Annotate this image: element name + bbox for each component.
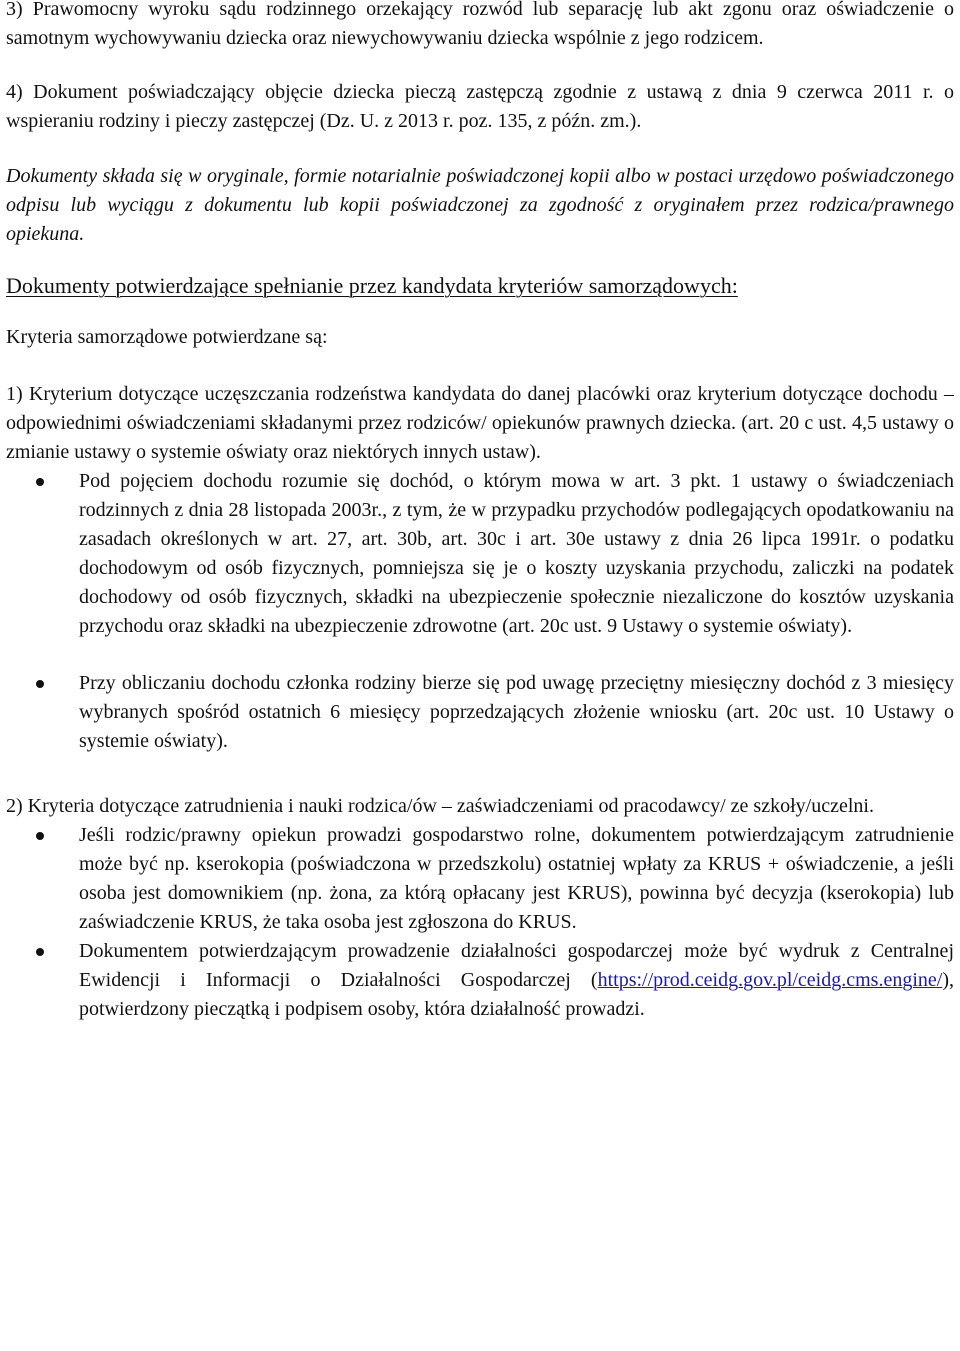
document-page (6, 0, 954, 1024)
bullet-icon (36, 478, 44, 486)
list-item (6, 669, 954, 756)
list-item-text-after-link: ), potwierdzony pieczątką i podpisem osoby, która działalność prowadzi. (79, 969, 954, 1020)
list-item-text: Pod pojęciem dochodu rozumie się dochód, o którym mowa w art. 3 pkt. 1 ustawy o świadczeniach rodzinnych z dnia 28 listopada 2003r., z tym, że w przypadku przychodów podlegających opodatkowaniu na zasadach określonych w art. 27, art. 30b, art. 30c i art. 30e ustawy z dnia 26 lipca 1991r. o podatku dochodowym od osób fizycznych, pomniejsza się je o koszty uzyskania przychodu, zaliczki na podatek dochodowy od osób fizycznych, składki na ubezpieczenie społecznie niezaliczone do kosztów uzyskania przychodu oraz składki na ubezpieczenie zdrowotne (art. 20c ust. 9 Ustawy o systemie oświaty). (79, 470, 954, 637)
italic-note: Dokumenty składa się w oryginale, formie notarialnie poświadczonej kopii albo w postaci urzędowo poświadczonego odpisu lub wyciągu z dokumentu lub kopii poświadczonej za zgodność z oryginałem przez rodzica/prawnego opiekuna. (6, 165, 954, 245)
criterion-2: 2) Kryteria dotyczące zatrudnienia i nauki rodzica/ów – zaświadczeniami od pracodawcy/ ze szkoły/uczelni. (6, 795, 874, 817)
section-heading: Dokumenty potwierdzające spełnianie przez kandydata kryteriów samorządowych: (6, 273, 738, 298)
employment-bullet-list (6, 821, 954, 1024)
intro-line: Kryteria samorządowe potwierdzane są: (6, 326, 328, 348)
paragraph-item-4: 4) Dokument poświadczający objęcie dziecka pieczą zastępczą zgodnie z ustawą z dnia 9 czerwca 2011 r. o wspieraniu rodziny i pieczy zastępczej (Dz. U. z 2013 r. poz. 135, z późn. zm.). (6, 81, 954, 132)
bullet-icon (36, 948, 44, 956)
list-item-text-before-link: Dokumentem potwierdzającym prowadzenie działalności gospodarczej może być wydruk z Centralnej Ewidencji i Informacji o Działalności Gospodarczej ( (79, 940, 954, 991)
bullet-icon (36, 832, 44, 840)
list-item-text: Jeśli rodzic/prawny opiekun prowadzi gospodarstwo rolne, dokumentem potwierdzającym zatrudnienie może być np. kserokopia (poświadczona w przedszkolu) ostatniej wpłaty za KRUS + oświadczenie, a jeśli osoba jest domownikiem (np. żona, za którą opłacany jest KRUS), powinna być decyzja (kserokopia) lub zaświadczenie KRUS, że taka osoba jest zgłoszona do KRUS. (79, 824, 954, 933)
list-item (6, 467, 954, 641)
criterion-1: 1) Kryterium dotyczące uczęszczania rodzeństwa kandydata do danej placówki oraz kryterium dotyczące dochodu – odpowiednimi oświadczeniami składanymi przez rodziców/ opiekunów prawnych dziecka. (art. 20 c ust. 4,5 ustawy o zmianie ustawy o systemie oświaty oraz niektórych innych ustaw). (6, 383, 954, 463)
list-item (6, 821, 954, 937)
list-item-text: Przy obliczaniu dochodu członka rodziny bierze się pod uwagę przeciętny miesięczny dochód z 3 miesięcy wybranych spośród ostatnich 6 miesięcy poprzedzających złożenie wniosku (art. 20c ust. 10 Ustawy o systemie oświaty). (79, 672, 954, 752)
income-bullet-list (6, 467, 954, 756)
bullet-icon (36, 680, 44, 688)
ceidg-link[interactable]: https://prod.ceidg.gov.pl/ceidg.cms.engine/ (597, 969, 943, 991)
list-item (6, 937, 954, 1024)
paragraph-item-3: 3) Prawomocny wyroku sądu rodzinnego orzekający rozwód lub separację lub akt zgonu oraz oświadczenie o samotnym wychowywaniu dziecka oraz niewychowywaniu dziecka wspólnie z jego rodzicem. (6, 0, 954, 49)
